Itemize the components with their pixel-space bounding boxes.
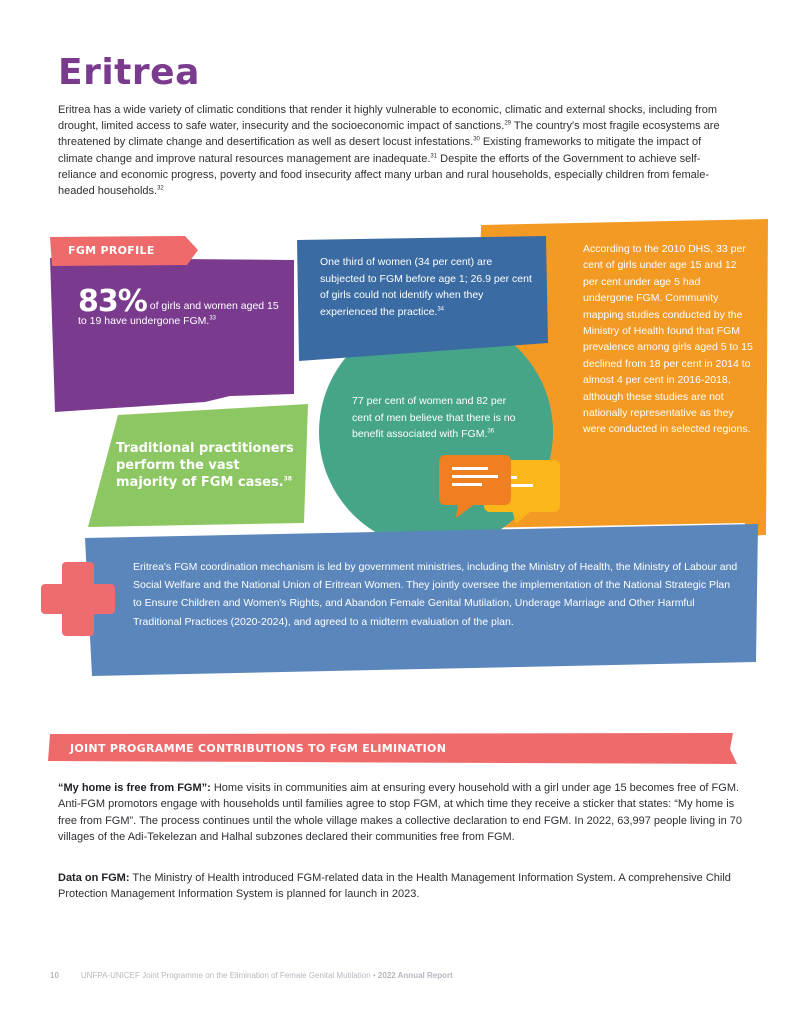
footer-program: UNFPA-UNICEF Joint Programme on the Elimination of Female Genital Mutilation [80,971,371,980]
joint-programme-label: JOINT PROGRAMME CONTRIBUTIONS TO FGM ELIMINATION [70,742,447,755]
intro-paragraph: Eritrea has a wide variety of climatic conditions that render it highly vulnerable to economic, climatic and external shocks, including from drought, limited access to safe water, insecurity and the socioeconomic impact of sanctions.$^{29}$ The country's most fragile ecosystems are threatened by climate change and desertification as well as desert locust infestations.$^{30}$ Existing frameworks to mitigate the impact of climate change and improve natural resources management are inadequate.$^{31}$ Despite the efforts of the Government to achieve self-reliance and economic progress, poverty and food insecurity affect many urban and rural households, especially children from female-headed households.$^{32}$ [58,104,720,198]
data-on-fgm-paragraph: Data on FGM: The Ministry of Health introduced FGM-related data in the Health Management Information System. A comprehensive Child Protection Management Information System is planned for launch in 2023. [58,872,731,901]
big-percentage: 83% [78,284,147,319]
blue-stat: One third of women (34 per cent) are subjected to FGM before age 1; 26.9 per cent of girls could not identify when they experienced the practice.$^{34}$ [320,256,532,318]
page-title: Eritrea [58,52,200,93]
footer-separator: • [372,971,376,980]
footer-report: 2022 Annual Report [377,971,453,980]
page-footer [50,971,453,980]
page-number: 10 [50,971,59,980]
orange-stat: According to the 2010 DHS, 33 per cent of girls under age 15 and 12 per cent under age 5 had undergone FGM. Community mapping studies conducted by the Ministry of Health found that FGM prevalence among girls aged 5 to 15 declined from 18 per cent in 2014 to almost 4 per cent in 2016-2018, although these studies are not nationally representative as they were conducted in selected regions. [583,243,753,436]
home-free-paragraph: “My home is free from FGM”: Home visits in communities aim at ensuring every household with a girl under age 15 becomes free of FGM. Anti-FGM promotors engage with households until families agree to stop FGM, at which time they receive a sticker that states: “My home is free from FGM”. The process continues until the whole village makes a collective declaration to end FGM. In 2022, 63,997 people living in 70 villages of the Adi-Tekelezan and Halhal subzones declared their communities free from FGM. [58,782,742,844]
green-stat: Traditional practitioners perform the vast majority of FGM cases.$^{38}$ [116,441,294,490]
teal-stat: 77 per cent of women and 82 per cent of men believe that there is no benefit associated with FGM.$^{36}$ [352,395,516,440]
purple-panel [50,258,294,412]
fgm-profile-label: FGM PROFILE [68,244,155,257]
purple-stat: 83% of girls and women aged 15 to 19 have undergone FGM.$^{33}$ [78,284,279,327]
coordination-text: Eritrea's FGM coordination mechanism is led by government ministries, including the Ministry of Health, the Ministry of Labour and Social Welfare and the National Union of Eritrean Women. They jointly oversee the implementation of the National Strategic Plan to Ensure Children and Women's Rights, and Abandon Female Genital Mutilation, Underage Marriage and Other Harmful Traditional Practices (2020-2024), and agreed to a midterm evaluation of the plan. [133,561,738,628]
